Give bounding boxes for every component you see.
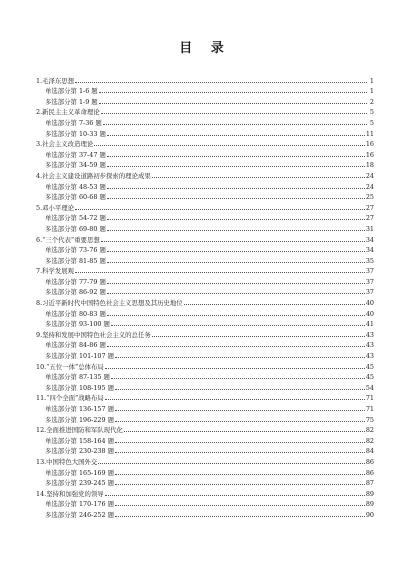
toc-page-number: 24 xyxy=(365,171,374,180)
toc-page-number: 54 xyxy=(365,383,374,392)
dot-leader xyxy=(107,293,365,294)
dot-leader xyxy=(75,209,365,210)
dot-leader xyxy=(105,495,365,496)
toc-page-number: 34 xyxy=(365,246,374,255)
toc-page-number: 75 xyxy=(365,415,374,424)
toc-page-number: 89 xyxy=(365,489,374,498)
toc-entry-text: 2.新民主主义革命理论 xyxy=(36,108,100,117)
toc-subentry[interactable] xyxy=(36,286,374,297)
dot-leader xyxy=(101,241,365,242)
toc-page-number: 89 xyxy=(365,500,374,509)
toc-entry-text: 5.邓小平理论 xyxy=(36,203,75,212)
dot-leader xyxy=(98,463,365,464)
dot-leader xyxy=(107,188,365,189)
dot-leader xyxy=(115,357,365,358)
toc-page-number: 82 xyxy=(365,426,374,435)
toc-page-number: 41 xyxy=(365,320,374,329)
dot-leader xyxy=(152,177,365,178)
toc-subentry[interactable] xyxy=(36,371,374,382)
toc-subentry[interactable] xyxy=(36,381,374,392)
toc-entry-text: 单选部分第 84-86 题 xyxy=(45,341,106,350)
toc-page-number: 37 xyxy=(365,277,374,286)
dot-leader xyxy=(107,251,365,252)
toc-page-number: 84 xyxy=(365,447,374,456)
toc-chapter-entry[interactable] xyxy=(36,233,374,244)
toc-subentry[interactable] xyxy=(36,508,374,519)
dot-leader xyxy=(115,410,365,411)
dot-leader xyxy=(115,421,365,422)
toc-page-number: 5 xyxy=(369,118,374,127)
dot-leader xyxy=(101,113,367,114)
toc-entry-text: 单选部分第 87-135 题 xyxy=(45,373,110,382)
toc-chapter-entry[interactable] xyxy=(36,265,374,276)
toc-entry-text: 单选部分第 73-76 题 xyxy=(45,246,106,255)
toc-subentry[interactable] xyxy=(36,127,374,138)
toc-subentry[interactable] xyxy=(36,477,374,488)
toc-subentry[interactable] xyxy=(36,466,374,477)
toc-page-number: 45 xyxy=(365,362,374,371)
toc-chapter-entry[interactable] xyxy=(36,296,374,307)
toc-entry-text: 多选部分第 230-238 题 xyxy=(45,447,114,456)
toc-page-number: 37 xyxy=(365,288,374,297)
toc-subentry[interactable] xyxy=(36,445,374,456)
toc-entry-text: 14.坚持和加强党的领导 xyxy=(36,489,104,498)
toc-chapter-entry[interactable] xyxy=(36,138,374,149)
toc-subentry[interactable] xyxy=(36,434,374,445)
toc-entry-text: 单选部分第 7-36 题 xyxy=(45,118,102,127)
toc-chapter-entry[interactable] xyxy=(36,106,374,117)
toc-subentry[interactable] xyxy=(36,339,374,350)
toc-entry-text: 13.中国特色大国外交 xyxy=(36,457,98,466)
dot-leader xyxy=(115,484,365,485)
toc-subentry[interactable] xyxy=(36,180,374,191)
dot-leader xyxy=(105,399,365,400)
toc-subentry[interactable] xyxy=(36,212,374,223)
toc-entry-text: 单选部分第 80-83 题 xyxy=(45,309,106,318)
toc-subentry[interactable] xyxy=(36,191,374,202)
dot-leader xyxy=(115,505,365,506)
dot-leader xyxy=(111,378,365,379)
toc-subentry[interactable] xyxy=(36,349,374,360)
toc-subentry[interactable] xyxy=(36,254,374,265)
toc-page-number: 86 xyxy=(365,457,374,466)
toc-entry-text: 单选部分第 170-176 题 xyxy=(45,500,114,509)
toc-page-number: 90 xyxy=(365,510,374,519)
toc-entry-text: 10.“五位一体”总体布局 xyxy=(36,362,104,371)
toc-page-number: 24 xyxy=(365,182,374,191)
toc-page-number: 37 xyxy=(365,267,374,276)
toc-subentry[interactable] xyxy=(36,402,374,413)
toc-entry-text: 单选部分第 48-53 题 xyxy=(45,182,106,191)
toc-entry-text: 单选部分第 165-169 题 xyxy=(45,468,114,477)
toc-page-number: 43 xyxy=(365,330,374,339)
toc-chapter-entry[interactable] xyxy=(36,455,374,466)
toc-chapter-entry[interactable] xyxy=(36,169,374,180)
toc-page-number: 25 xyxy=(365,193,374,202)
dot-leader xyxy=(99,92,367,93)
toc-chapter-entry[interactable] xyxy=(36,424,374,435)
dot-leader xyxy=(107,135,365,136)
dot-leader xyxy=(107,283,365,284)
toc-entry-text: 9.坚持和发展中国特色社会主义的总任务 xyxy=(36,330,151,339)
toc-page-number: 1 xyxy=(369,87,374,96)
toc-chapter-entry[interactable] xyxy=(36,360,374,371)
page-title: 目 录 xyxy=(179,41,231,56)
toc-subentry[interactable] xyxy=(36,244,374,255)
toc-page-number: 16 xyxy=(365,150,374,159)
toc-entry-text: 多选部分第 246-252 题 xyxy=(45,510,114,519)
toc-subentry[interactable] xyxy=(36,318,374,329)
toc-entry-text: 12.全面推进国防和军队现代化 xyxy=(36,426,123,435)
toc-entry-text: 多选部分第 93-100 题 xyxy=(45,320,110,329)
dot-leader xyxy=(115,452,365,453)
toc-entry-text: 6.“三个代表”重要思想 xyxy=(36,235,100,244)
toc-entry-text: 3.社会主义改造理论 xyxy=(36,140,94,149)
toc-page-number: 40 xyxy=(365,309,374,318)
dot-leader xyxy=(115,474,365,475)
toc-page-number: 5 xyxy=(369,108,374,117)
dot-leader xyxy=(184,304,365,305)
toc-page-number: 86 xyxy=(365,468,374,477)
toc-page-number: 18 xyxy=(365,161,374,170)
toc-subentry[interactable] xyxy=(36,116,374,127)
toc-entry-text: 多选部分第 69-80 题 xyxy=(45,224,106,233)
toc-page-number: 31 xyxy=(365,224,374,233)
toc-entry-text: 多选部分第 1-9 题 xyxy=(45,97,98,106)
toc-entry-text: 1.毛泽东思想 xyxy=(36,76,75,85)
toc-page-number: 43 xyxy=(365,341,374,350)
dot-leader xyxy=(107,230,365,231)
toc-entry-text: 单选部分第 158-164 题 xyxy=(45,436,114,445)
dot-leader xyxy=(75,272,365,273)
toc-page-number: 2 xyxy=(369,97,374,106)
toc-page-number: 34 xyxy=(365,235,374,244)
toc-page-number: 35 xyxy=(365,256,374,265)
toc-subentry[interactable] xyxy=(36,307,374,318)
toc-subentry[interactable] xyxy=(36,148,374,159)
toc-entry-text: 单选部分第 54-72 题 xyxy=(45,214,106,223)
dot-leader xyxy=(115,389,365,390)
toc-page-number: 43 xyxy=(365,352,374,361)
toc-entry-text: 多选部分第 239-245 题 xyxy=(45,479,114,488)
toc-entry-text: 4.社会主义建设道路初步探索的理论成果 xyxy=(36,171,151,180)
toc-page-number: 45 xyxy=(365,373,374,382)
dot-leader xyxy=(115,516,365,517)
dot-leader xyxy=(107,166,365,167)
toc-chapter-entry[interactable] xyxy=(36,74,374,85)
toc-subentry[interactable] xyxy=(36,413,374,424)
dot-leader xyxy=(124,431,365,432)
toc-entry-text: 单选部分第 77-79 题 xyxy=(45,277,106,286)
dot-leader xyxy=(105,368,365,369)
toc-entry-text: 单选部分第 136-157 题 xyxy=(45,405,114,413)
toc-entry-text: 11.“四个全面”战略布局 xyxy=(36,394,104,403)
dot-leader xyxy=(99,103,367,104)
toc-entry-text: 8.习近平新时代中国特色社会主义思想及其历史地位 xyxy=(36,299,183,308)
toc-subentry[interactable] xyxy=(36,159,374,170)
dot-leader xyxy=(115,442,365,443)
dot-leader xyxy=(75,82,367,83)
toc-page-number: 27 xyxy=(365,214,374,223)
toc-subentry[interactable] xyxy=(36,222,374,233)
toc-chapter-entry[interactable] xyxy=(36,328,374,339)
toc-entry-text: 7.科学发展观 xyxy=(36,267,75,276)
dot-leader xyxy=(107,219,365,220)
dot-leader xyxy=(107,262,365,263)
table-of-contents xyxy=(36,74,374,519)
toc-chapter-entry[interactable] xyxy=(36,201,374,212)
toc-entry-text: 单选部分第 37-47 题 xyxy=(45,150,106,159)
toc-entry-text: 多选部分第 81-85 题 xyxy=(45,256,106,265)
toc-page-number: 87 xyxy=(365,479,374,488)
dot-leader xyxy=(103,124,367,125)
toc-page-number: 11 xyxy=(365,129,374,138)
toc-entry-text: 多选部分第 196-229 题 xyxy=(45,415,114,424)
toc-entry-text: 单选部分第 1-6 题 xyxy=(45,87,98,96)
toc-subentry[interactable] xyxy=(36,275,374,286)
toc-page-number: 16 xyxy=(365,140,374,149)
toc-subentry[interactable] xyxy=(36,85,374,96)
dot-leader xyxy=(107,315,365,316)
toc-entry-text: 多选部分第 101-107 题 xyxy=(45,352,114,361)
toc-entry-text: 多选部分第 86-92 题 xyxy=(45,288,106,297)
dot-leader xyxy=(152,336,365,337)
toc-page-number: 71 xyxy=(365,405,374,413)
dot-leader xyxy=(111,325,365,326)
toc-chapter-entry[interactable] xyxy=(36,392,374,403)
dot-leader xyxy=(107,346,365,347)
toc-page-number: 71 xyxy=(365,394,374,403)
toc-chapter-entry[interactable] xyxy=(36,487,374,498)
toc-entry-text: 多选部分第 108-195 题 xyxy=(45,383,114,392)
dot-leader xyxy=(94,145,365,146)
toc-page-number: 40 xyxy=(365,299,374,308)
dot-leader xyxy=(107,198,365,199)
toc-entry-text: 多选部分第 10-33 题 xyxy=(45,129,106,138)
toc-entry-text: 多选部分第 34-59 题 xyxy=(45,161,106,170)
toc-page-number: 82 xyxy=(365,436,374,445)
toc-page-number: 1 xyxy=(369,76,374,85)
toc-page-number: 27 xyxy=(365,203,374,212)
dot-leader xyxy=(107,156,365,157)
toc-subentry[interactable] xyxy=(36,95,374,106)
toc-subentry[interactable] xyxy=(36,498,374,509)
toc-entry-text: 多选部分第 60-68 题 xyxy=(45,193,106,202)
